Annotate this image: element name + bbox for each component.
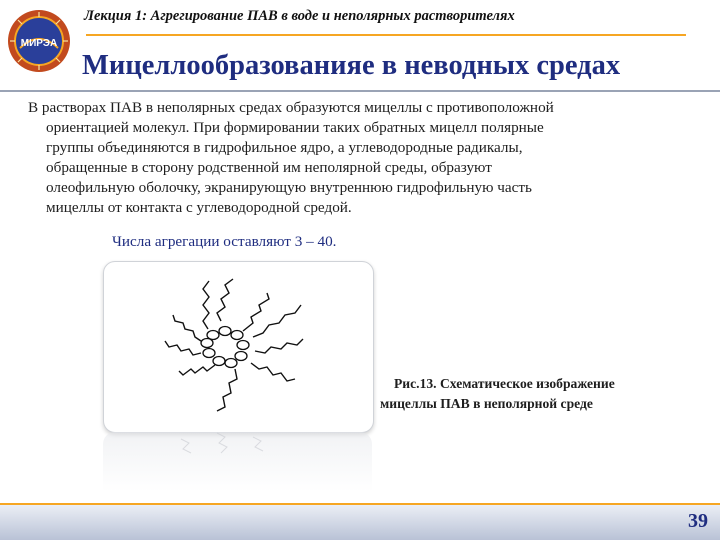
reverse-micelle-diagram	[103, 261, 372, 491]
tail-reflection	[181, 439, 191, 453]
hydrocarbon-tail	[179, 365, 215, 375]
hydrocarbon-tail	[255, 339, 303, 353]
polar-head	[235, 352, 247, 361]
slide-title: Мицеллообразованияе в неводных средах	[82, 50, 621, 81]
hydrocarbon-tail	[217, 279, 233, 321]
header-rule	[86, 34, 686, 36]
aggregation-number-note: Числа агрегации оставляют 3 – 40.	[112, 233, 337, 250]
polar-head	[225, 359, 237, 368]
tail-reflection	[217, 433, 227, 453]
polar-head	[213, 357, 225, 366]
footer-rule	[0, 503, 720, 505]
polar-head	[231, 331, 243, 340]
title-divider	[0, 90, 720, 92]
logo-text: МИРЭА	[20, 38, 58, 49]
mirea-emblem	[6, 8, 72, 74]
mirea-logo	[6, 8, 72, 74]
paragraph-line: ориентацией молекул. При формировании таких обратных мицелл полярные	[46, 119, 544, 136]
polar-head	[237, 341, 249, 350]
tail-reflection	[253, 437, 263, 451]
paragraph-line: мицеллы от контакта с углеводородной средой.	[46, 199, 352, 216]
hydrocarbon-tail	[165, 341, 201, 355]
polar-head	[201, 339, 213, 348]
hydrocarbon-tail	[243, 293, 269, 331]
caption-line: Рис.13. Схематическое изображение	[394, 376, 615, 391]
lecture-title: Лекция 1: Агрегирование ПАВ в воде и неполярных растворителях	[84, 8, 515, 24]
paragraph-line: В растворах ПАВ в неполярных средах образуются мицеллы с противоположной	[28, 99, 554, 116]
caption-line: мицеллы ПАВ в неполярной среде	[380, 396, 593, 411]
figure-caption	[380, 374, 680, 414]
body-paragraph	[28, 98, 700, 218]
page-number: 39	[688, 510, 708, 532]
footer-bar	[0, 503, 720, 540]
hydrocarbon-tail	[203, 281, 209, 329]
paragraph-line: обращенные в сторону родственной им неполярной среды, образуют	[46, 159, 492, 176]
hydrocarbon-tail	[251, 363, 295, 381]
hydrocarbon-tail	[173, 315, 201, 341]
paragraph-line: олеофильную оболочку, экранирующую внутреннюю гидрофильную часть	[46, 179, 532, 196]
paragraph-line: группы объединяются в гидрофильное ядро, а углеводородные радикалы,	[46, 139, 523, 156]
polar-head	[219, 327, 231, 336]
hydrocarbon-tail	[217, 369, 237, 411]
polar-head	[203, 349, 215, 358]
